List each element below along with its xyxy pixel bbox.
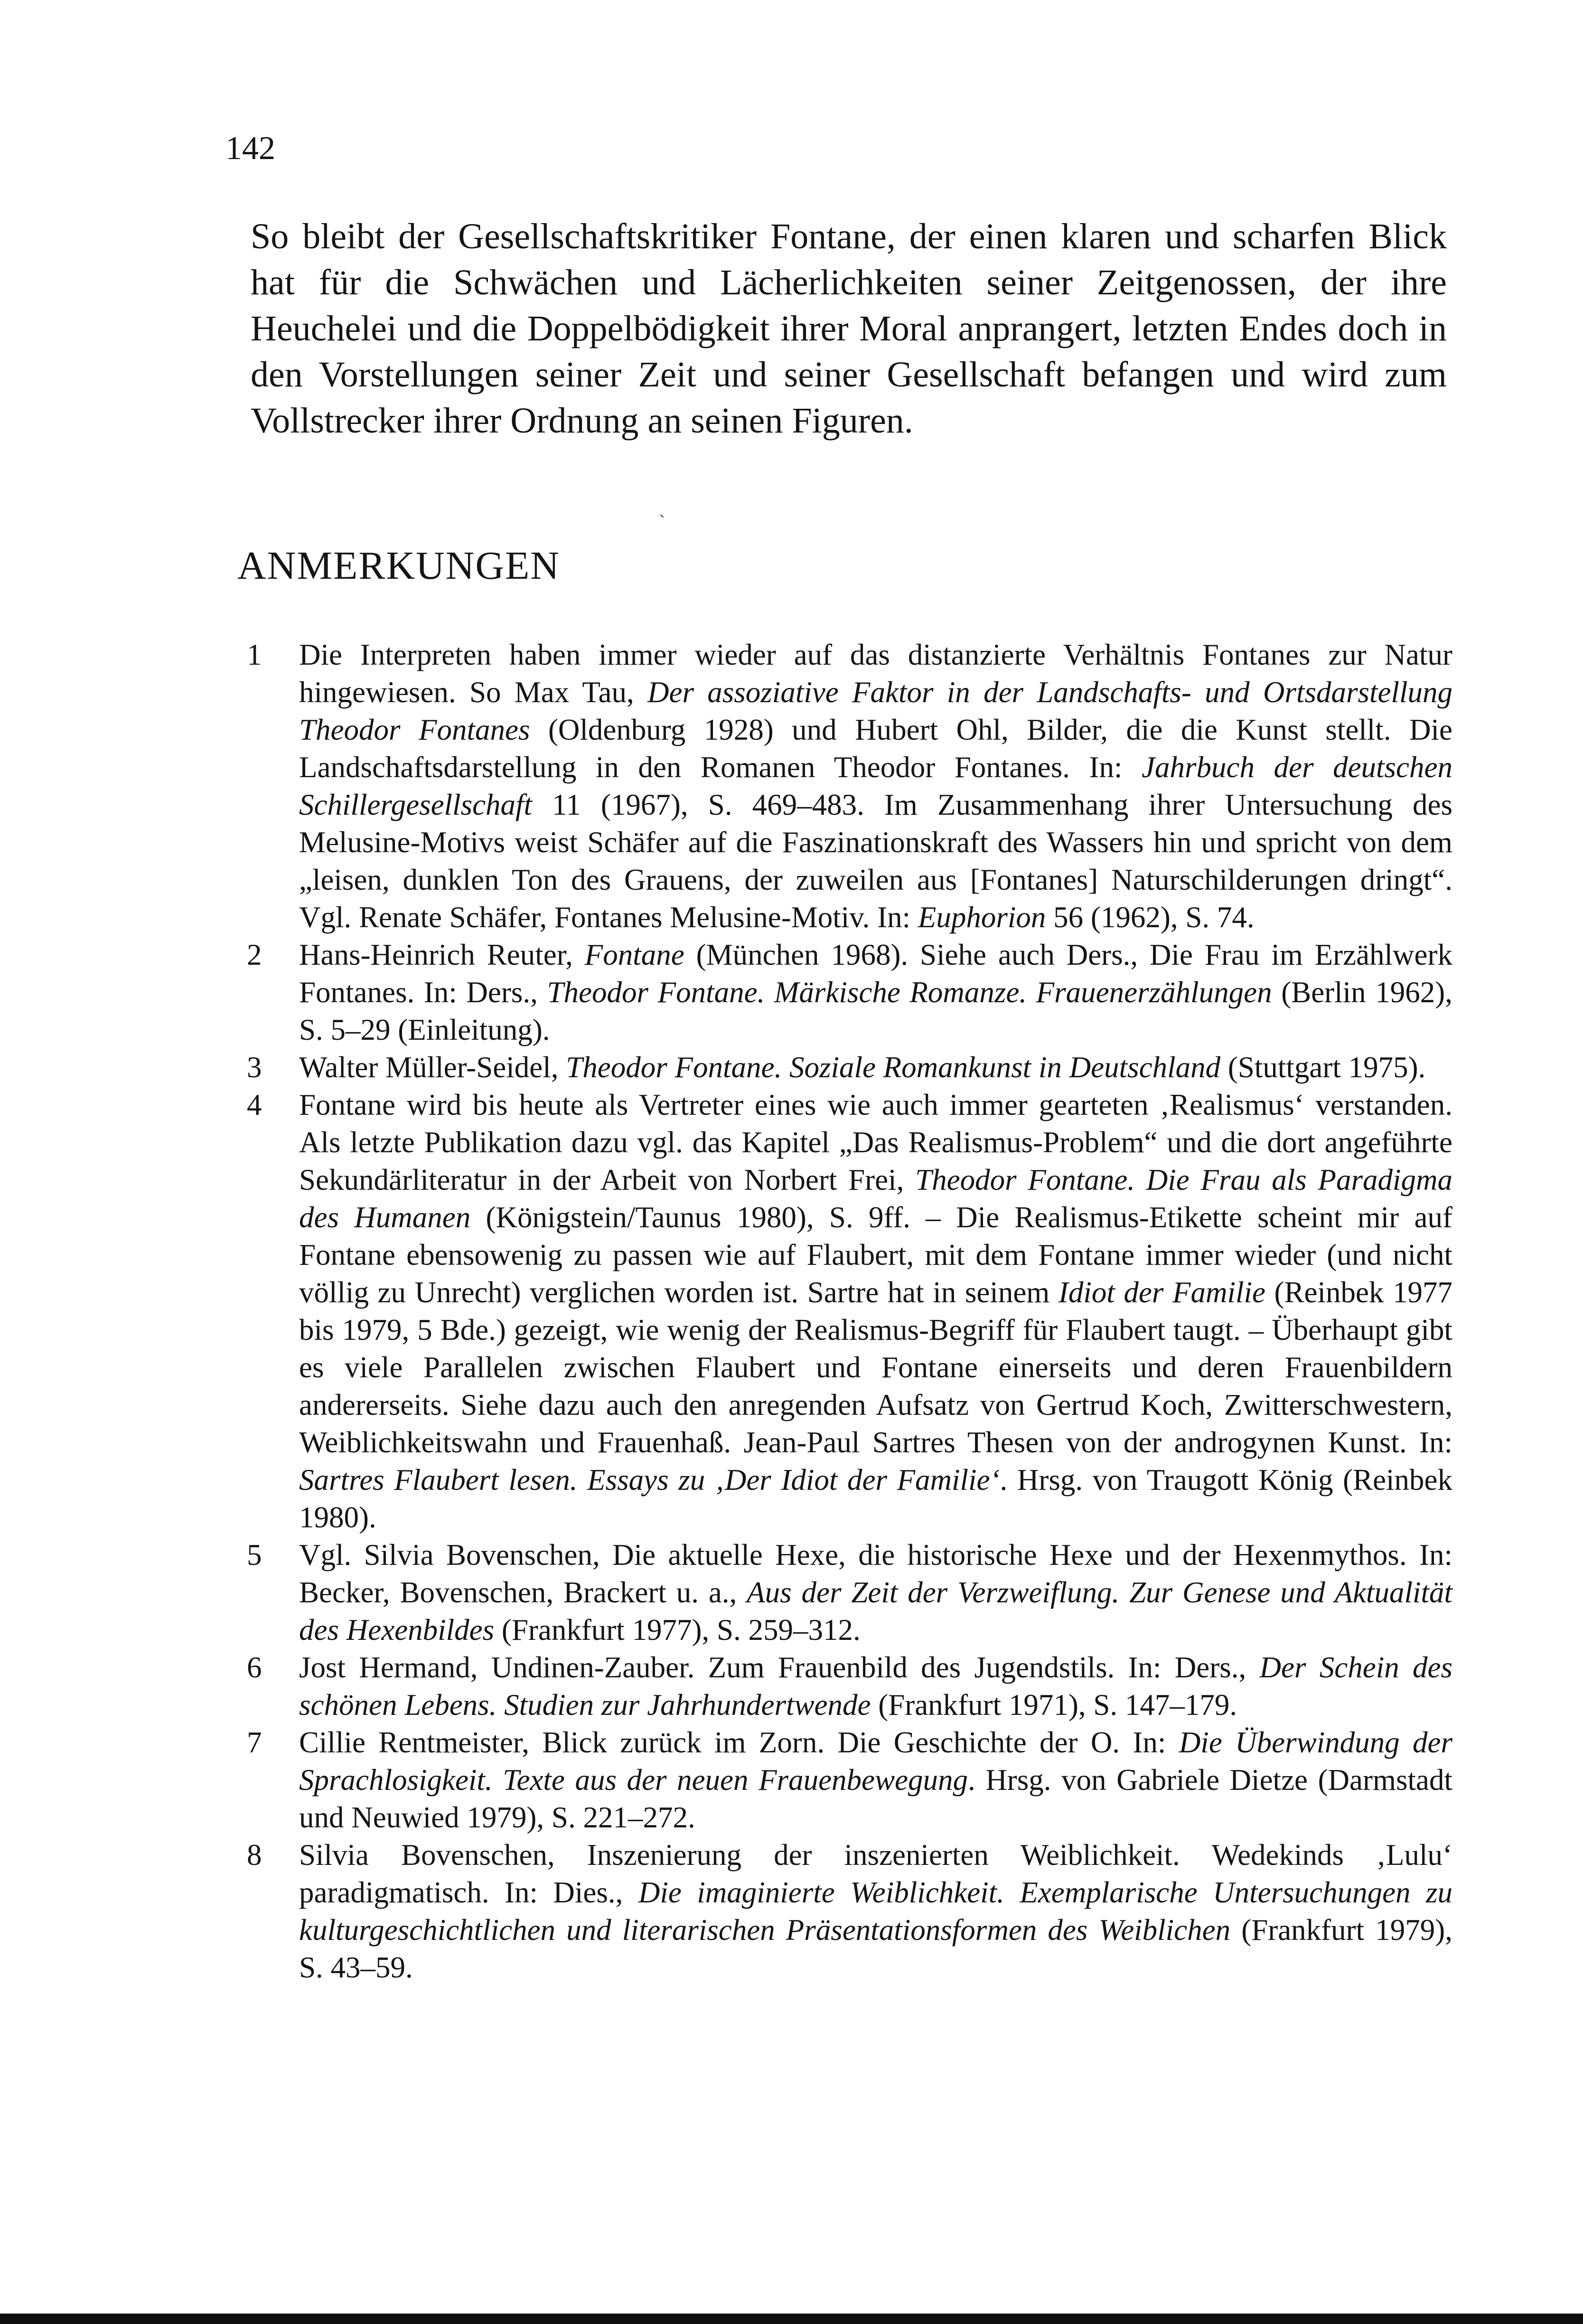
body-paragraph: So bleibt der Gesellschaftskritiker Fontane, der einen klaren und scharfen Blick hat für die Schwächen und Lächerlichkeiten seiner Zeitgenossen, der ihre Heuchelei und die Doppelbödigkeit ihrer Moral anprangert, letzten Endes doch in den Vorstellungen seiner Zeit und seiner Gesellschaft befangen und wird zum Vollstrecker ihrer Ordnung an seinen Figuren. <box>251 216 1447 441</box>
note-item <box>247 1649 1452 1724</box>
note-text: Hans-Heinrich Reuter, Fontane (München 1968). Siehe auch Ders., Die Frau im Erzählwerk Fontanes. In: Ders., Theodor Fontane. Märkische Romanze. Frauenerzählungen (Berlin 1962), S. 5–29 (Einleitung). <box>299 938 1452 1046</box>
note-text: Jost Hermand, Undinen-Zauber. Zum Frauenbild des Jugendstils. In: Ders., Der Schein des schönen Lebens. Studien zur Jahrhundertwende (Frankfurt 1971), S. 147–179. <box>299 1651 1452 1722</box>
stray-mark: ˏ <box>659 497 665 518</box>
note-number: 4 <box>247 1088 262 1121</box>
note-text: Vgl. Silvia Bovenschen, Die aktuelle Hexe, die historische Hexe und der Hexenmythos. In: Becker, Bovenschen, Brackert u. a., Aus der Zeit der Verzweiflung. Zur Genese und Aktualität des Hexenbildes (Frankfurt 1977), S. 259–312. <box>299 1538 1452 1647</box>
note-item <box>247 636 1452 936</box>
note-text: Fontane wird bis heute als Vertreter eines wie auch immer gearteten ‚Realismus‘ verstanden. Als letzte Publikation dazu vgl. das Kapitel „Das Realismus-Problem“ und die dort angeführte Sekundärliteratur in der Arbeit von Norbert Frei, Theodor Fontane. Die Frau als Paradigma des Humanen (Königstein/Taunus 1980), S. 9ff. – Die Realismus-Etikette scheint mir auf Fontane ebensowenig zu passen wie auf Flaubert, mit dem Fontane immer wieder (und nicht völlig zu Unrecht) verglichen worden ist. Sartre hat in seinem Idiot der Familie (Reinbek 1977 bis 1979, 5 Bde.) gezeigt, wie wenig der Realismus-Begriff für Flaubert taugt. – Überhaupt gibt es viele Parallelen zwischen Flaubert und Fontane einerseits und deren Frauenbildern andererseits. Siehe dazu auch den anregenden Aufsatz von Gertrud Koch, Zwitterschwestern, Weiblichkeitswahn und Frauenhaß. Jean-Paul Sartres Thesen von der androgynen Kunst. In: Sartres Flaubert lesen. Essays zu ‚Der Idiot der Familie‘. Hrsg. von Traugott König (Reinbek 1980). <box>299 1088 1452 1534</box>
page-number: 142 <box>225 130 275 167</box>
note-number: 6 <box>247 1651 262 1684</box>
note-text: Die Interpreten haben immer wieder auf das distanzierte Verhältnis Fontanes zur Natur hingewiesen. So Max Tau, Der assoziative Faktor in der Landschafts- und Ortsdarstellung Theodor Fontanes (Oldenburg 1928) und Hubert Ohl, Bilder, die die Kunst stellt. Die Landschaftsdarstellung in den Romanen Theodor Fontanes. In: Jahrbuch der deutschen Schillergesellschaft 11 (1967), S. 469–483. Im Zusammenhang ihrer Untersuchung des Melusine-Motivs weist Schäfer auf die Faszinationskraft des Wassers hin und spricht von dem „leisen, dunklen Ton des Grauens, der zuweilen aus [Fontanes] Naturschilderungen dringt“. Vgl. Renate Schäfer, Fontanes Melusine-Motiv. In: Euphorion 56 (1962), S. 74. <box>299 638 1453 934</box>
note-number: 3 <box>247 1051 262 1084</box>
note-number: 7 <box>247 1726 262 1759</box>
note-item <box>247 1086 1452 1536</box>
note-item <box>247 1049 1452 1086</box>
note-item <box>247 1724 1452 1836</box>
note-text: Cillie Rentmeister, Blick zurück im Zorn. Die Geschichte der O. In: Die Überwindung der Sprachlosigkeit. Texte aus der neuen Frauenbewegung. Hrsg. von Gabriele Dietze (Darmstadt und Neuwied 1979), S. 221–272. <box>299 1726 1452 1834</box>
note-text: Walter Müller-Seidel, Theodor Fontane. Soziale Romankunst in Deutschland (Stuttgart 1975). <box>299 1051 1426 1084</box>
note-number: 1 <box>247 638 262 671</box>
note-number: 8 <box>247 1838 262 1872</box>
note-item <box>247 1836 1452 1986</box>
note-item <box>247 936 1452 1049</box>
note-text: Silvia Bovenschen, Inszenierung der inszenierten Weiblichkeit. Wedekinds ‚Lulu‘ paradigmatisch. In: Dies., Die imaginierte Weiblichkeit. Exemplarische Untersuchungen zu kulturgeschichtlichen und literarischen Präsentationsformen des Weiblichen (Frankfurt 1979), S. 43–59. <box>299 1838 1452 1984</box>
note-item <box>247 1536 1452 1649</box>
note-number: 2 <box>247 938 262 971</box>
scan-bottom-edge <box>0 2314 1583 2324</box>
notes-list <box>247 636 1452 1986</box>
note-number: 5 <box>247 1538 262 1571</box>
section-heading: ANMERKUNGEN <box>237 544 560 588</box>
